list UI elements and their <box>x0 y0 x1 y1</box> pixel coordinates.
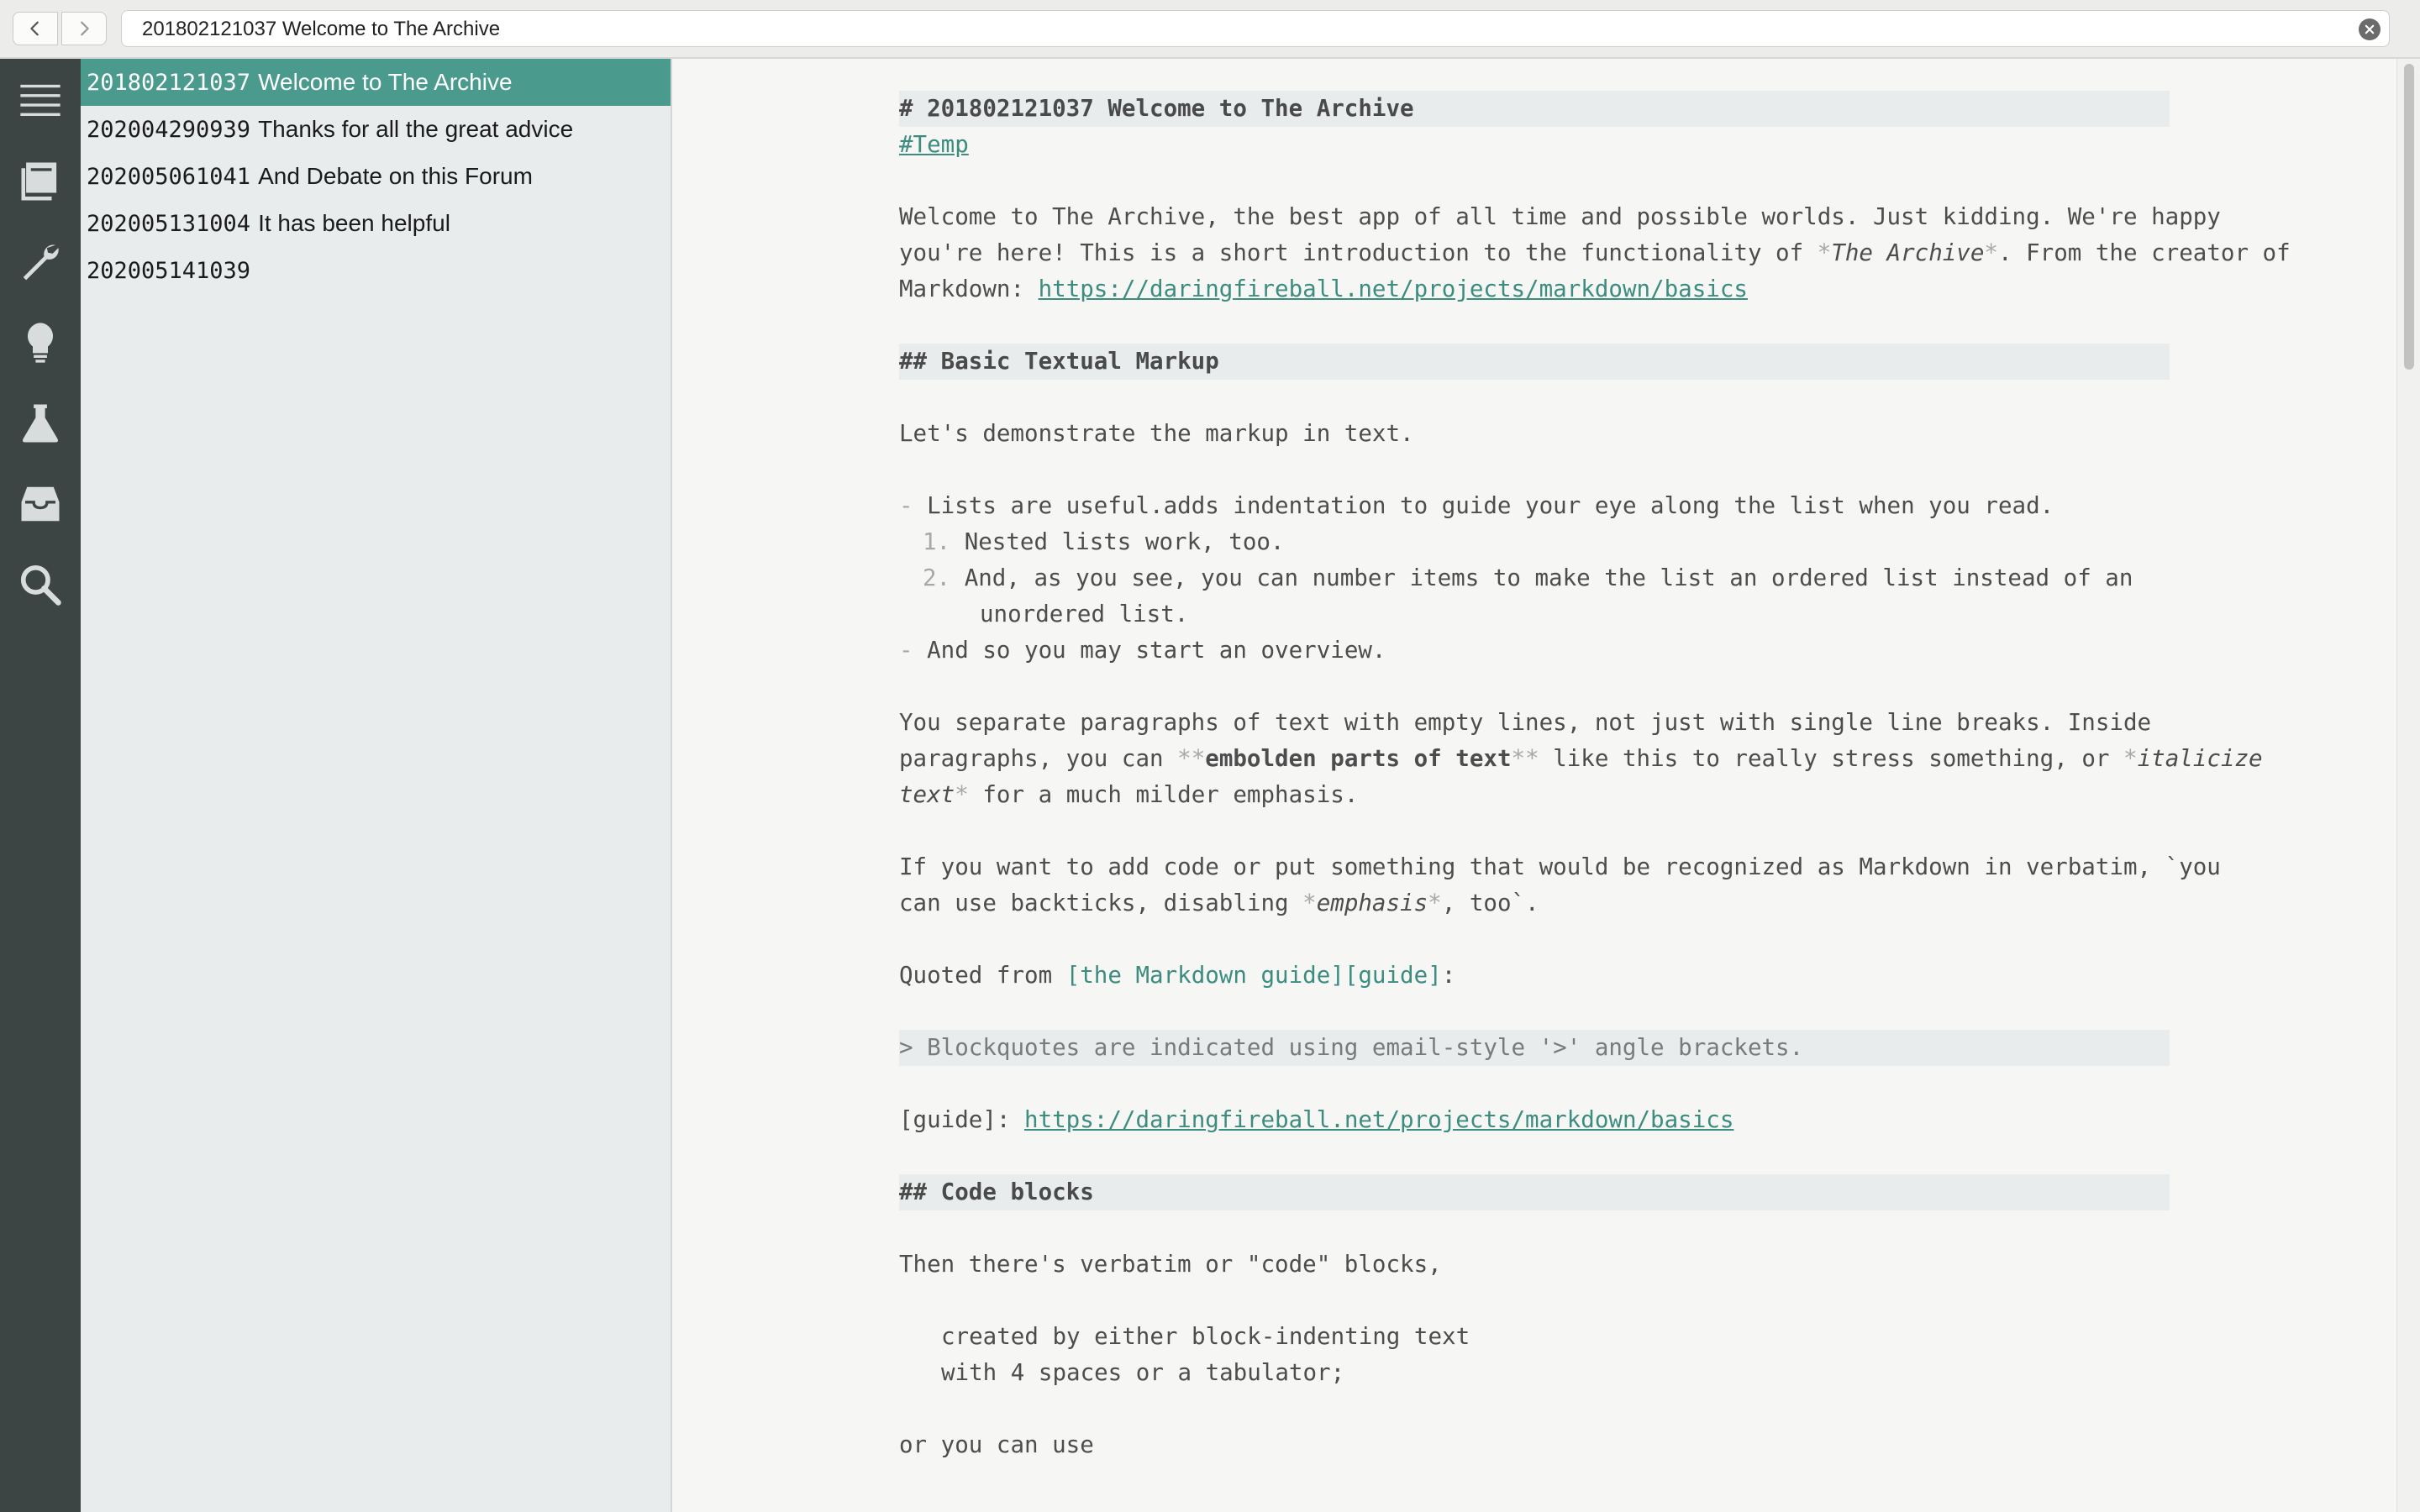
rail-item-notes-list[interactable] <box>15 76 66 126</box>
close-circle-icon <box>2364 24 2375 35</box>
rail-item-archive[interactable] <box>15 479 66 529</box>
markdown-basics-link[interactable]: https://daringfireball.net/projects/markdown/basics <box>1024 1106 1734 1133</box>
rail-item-tools[interactable] <box>15 237 66 287</box>
heading-2: ## Basic Textual Markup <box>899 344 2170 380</box>
omnibar-input[interactable] <box>140 11 2328 48</box>
code-block-line: with 4 spaces or a tabulator; <box>941 1359 1345 1386</box>
paragraph-line: Quoted from [the Markdown guide][guide]: <box>899 962 1456 989</box>
note-id: 202005061041 <box>87 163 251 190</box>
lightbulb-icon <box>18 320 63 365</box>
paragraph-line: you're here! This is a short introduction to the functionality of *The Archive*. From the creator of <box>899 239 2291 266</box>
archive-inbox-icon <box>18 481 63 527</box>
back-button[interactable] <box>13 12 58 45</box>
note-id: 202005141039 <box>87 257 251 284</box>
list-item: - And so you may start an overview. <box>899 637 1386 664</box>
code-block-line: created by either block-indenting text <box>941 1323 1470 1350</box>
sidebar-rail <box>0 59 81 1512</box>
heading-2: ## Code blocks <box>899 1174 2170 1210</box>
note-title: It has been helpful <box>258 210 450 236</box>
note-list-item[interactable] <box>81 153 671 200</box>
note-id: 202004290939 <box>87 116 251 143</box>
chevron-left-icon <box>26 19 45 38</box>
reference-link[interactable]: [the Markdown guide][guide] <box>1065 962 1442 989</box>
search-icon <box>18 562 63 607</box>
note-list-item[interactable] <box>81 59 671 106</box>
reference-definition: [guide]: https://daringfireball.net/projects/markdown/basics <box>899 1106 1734 1133</box>
paragraph-line: Let's demonstrate the markup in text. <box>899 420 1414 447</box>
paragraph-line: text* for a much milder emphasis. <box>899 781 1359 808</box>
hamburger-menu-icon <box>18 78 63 123</box>
paragraph-line: Welcome to The Archive, the best app of all time and possible worlds. Just kidding. We're happy <box>899 203 2221 230</box>
paragraph-line: Then there's verbatim or "code" blocks, <box>899 1251 1442 1278</box>
editor-scrollbar[interactable] <box>2396 59 2420 1512</box>
clear-search-button[interactable] <box>2359 18 2381 40</box>
library-books-icon <box>18 159 63 204</box>
rail-item-search[interactable] <box>15 559 66 610</box>
editor-document[interactable] <box>899 91 2291 1463</box>
note-list-item[interactable] <box>81 106 671 153</box>
list-item: - Lists are useful.adds indentation to guide your eye along the list when you read. <box>899 492 2054 519</box>
heading-1: # 201802121037 Welcome to The Archive <box>899 91 2170 127</box>
note-title: Welcome to The Archive <box>258 69 513 95</box>
toolbar <box>0 0 2420 59</box>
chevron-right-icon <box>75 19 93 38</box>
note-editor[interactable] <box>672 59 2396 1512</box>
note-title: And Debate on this Forum <box>258 163 533 189</box>
rail-item-ideas[interactable] <box>15 318 66 368</box>
wrench-icon <box>18 239 63 285</box>
markdown-basics-link[interactable]: https://daringfireball.net/projects/markdown/basics <box>1038 276 1748 302</box>
paragraph-line: paragraphs, you can **embolden parts of text** like this to really stress something, or *italicize <box>899 745 2263 772</box>
paragraph-line: If you want to add code or put something that would be recognized as Markdown in verbatim, `you <box>899 853 2221 880</box>
list-item-continuation: unordered list. <box>980 601 1189 627</box>
rail-item-lab[interactable] <box>15 398 66 449</box>
note-list-item[interactable] <box>81 247 671 294</box>
list-item: 1. Nested lists work, too. <box>923 528 1285 555</box>
note-list-item[interactable] <box>81 200 671 247</box>
rail-item-library[interactable] <box>15 156 66 207</box>
paragraph-line: Markdown: https://daringfireball.net/projects/markdown/basics <box>899 276 1748 302</box>
note-title: Thanks for all the great advice <box>258 116 574 142</box>
paragraph-line: can use backticks, disabling *emphasis*, too`. <box>899 890 1539 916</box>
scrollbar-thumb[interactable] <box>2404 64 2414 370</box>
omnibar[interactable] <box>121 10 2390 47</box>
notes-list <box>81 59 672 1512</box>
paragraph-line: or you can use <box>899 1431 1094 1458</box>
tag-link[interactable]: #Temp <box>899 131 969 158</box>
list-item: 2. And, as you see, you can number items to make the list an ordered list instead of an <box>923 564 2133 591</box>
paragraph-line: You separate paragraphs of text with empty lines, not just with single line breaks. Inside <box>899 709 2152 736</box>
flask-icon <box>18 401 63 446</box>
note-id: 202005131004 <box>87 210 251 237</box>
blockquote: > Blockquotes are indicated using email-style '>' angle brackets. <box>899 1030 2170 1066</box>
note-id: 201802121037 <box>87 69 251 96</box>
forward-button[interactable] <box>61 12 107 45</box>
